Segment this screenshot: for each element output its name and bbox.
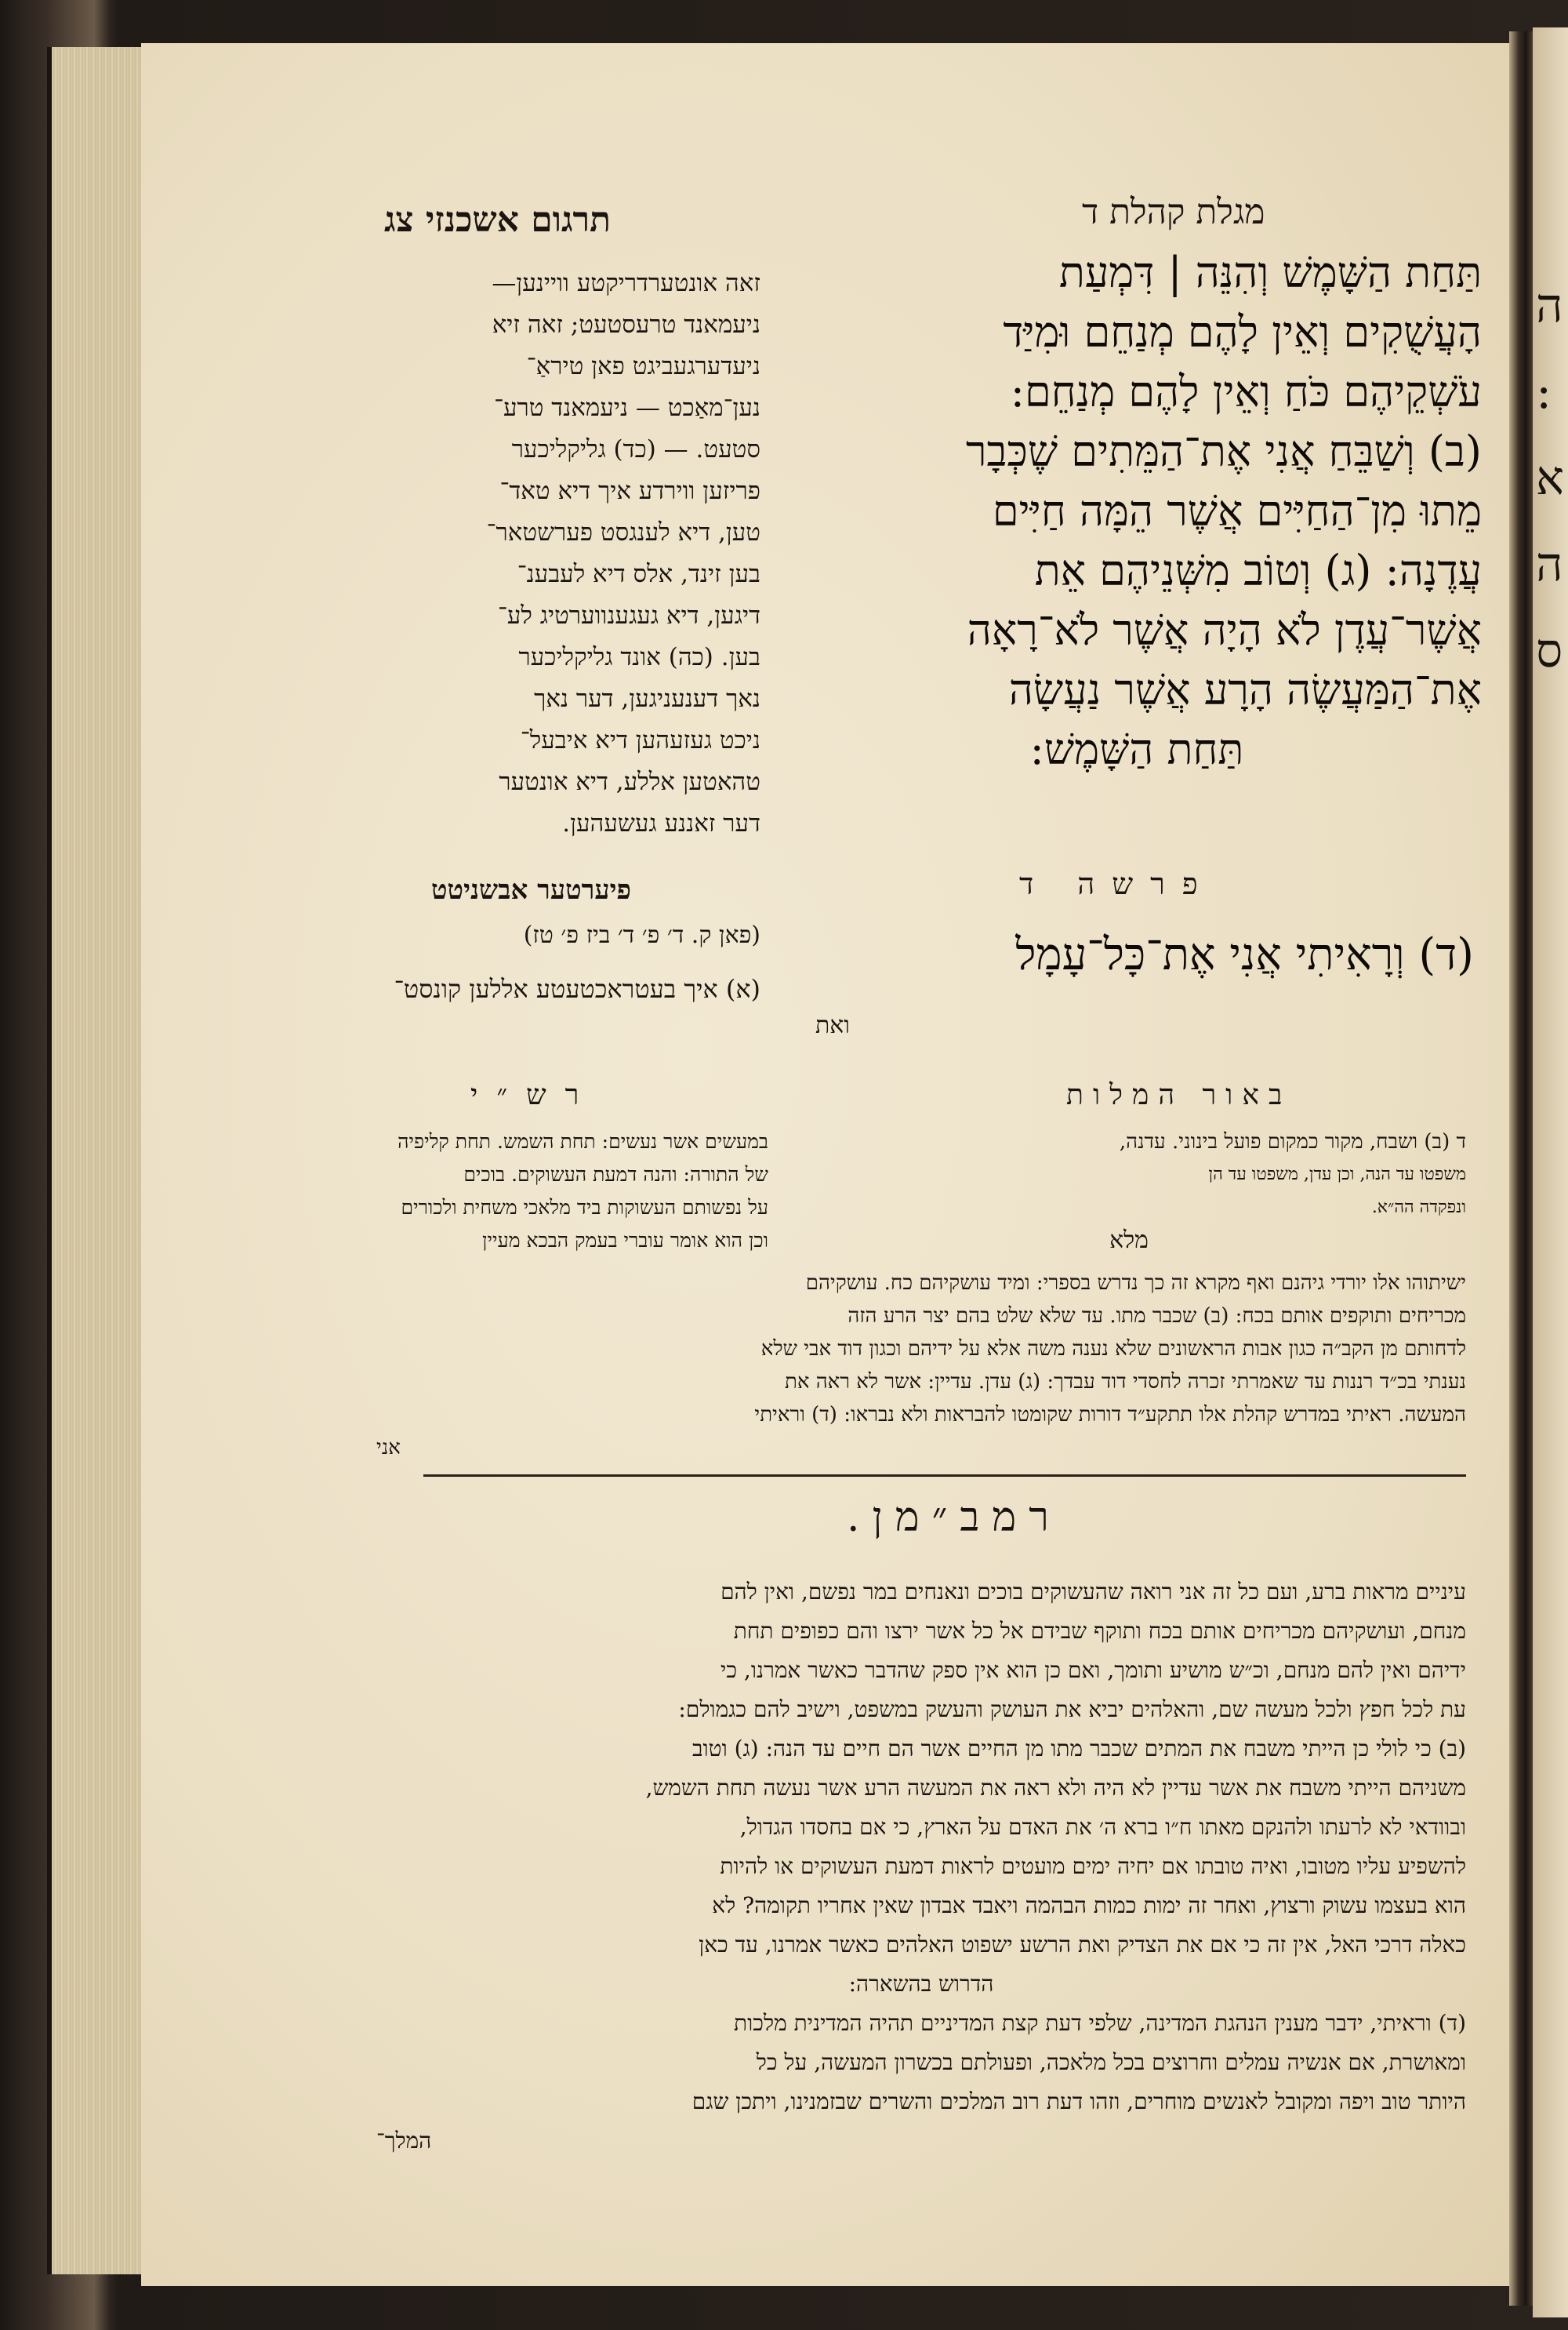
verse-line: (ב) וְשַׁבֵּחַ אֲנִי אֶת־הַמֵּתִים שֶׁכְּבָר [965,427,1482,476]
translation-line: ניכט געזעהען דיא איבעל־ [520,726,760,754]
translation-line: דיגען, דיא געגענווערטיג לע־ [497,602,760,630]
verse-line: עֹשְׁקֵיהֶם כֹּחַ וְאֵין לָהֶם מְנַחֵם: [1010,367,1482,416]
translation-section-title: פיערטער אבשניטט [431,874,631,906]
commentary-line: משניהם הייתי משבח את אשר עדיין לא היה ולא ראה את המעשה הרע אשר נעשה תחת השמש, [645,1775,1466,1801]
book-gutter [1509,31,1533,2306]
parasha-heading: פרשה ד [1019,867,1215,901]
verse-line: אֲשֶׁר־עֲדֶן לֹא הָיָה אֲשֶׁר לֹא־רָאָה [967,605,1482,655]
verse-line: הָעֲשֻׁקִים וְאֵין לָהֶם מְנַחֵם וּמִיַּד [1003,307,1482,357]
facing-page-glyph: ה [1536,537,1563,592]
commentary-line: ד (ב) ושבח, מקור כמקום פועל בינוני. עדנה, [1119,1130,1466,1154]
commentary-line: (ד) וראיתי, ידבר מענין הנהגת המדינה, שלפי דעת קצת המדיניים תהיה המדינית מלכות [734,2010,1466,2036]
commentary-line: להשפיע עליו מטובו, ואיה טובתו אם יחיה ימים מועטים לראות דמעת העשוקים או להיות [720,1853,1466,1879]
verse-line: עֲדֶנָה: (ג) וְטוֹב מִשְּׁנֵיהֶם אֵת [1034,546,1482,595]
translation-line: בען זינד, אלס דיא לעבענ־ [517,560,760,588]
running-title-right: מגלת קהלת ד [1082,192,1265,232]
commentary-line: אני [376,1436,401,1459]
verse-line: מֵתוּ מִן־הַחַיִּים אֲשֶׁר הֵמָּה חַיִּים [992,486,1482,536]
main-verse-text [792,243,1482,780]
biur-title: באור המלות [1066,1079,1292,1111]
commentary-line: לדחותם מן הקב״ה כגון אבות הראשונים שלא נענה משה אלא על ידיהם וכגון דוד אבי שלא [760,1337,1466,1361]
translation-line: ניעדערגעביגט פאן טיראַ־ [526,352,760,380]
commentary-line: נענתי בכ״ד רננות עד שאמרתי זכרה לחסדי דוד עבדך: (ג) עדן. עדיין: אשר לא ראה את [784,1370,1466,1394]
ramban-title: רמב״מן. [847,1494,1062,1541]
commentary-line: משפטו עד הנה, וכן עדן, משפטו עד הן [1208,1165,1466,1184]
commentary-line: היותר טוב ויפה ומקובל לאנשים מוחרים, וזהו דעת רוב המלכים והשרים שבזמנינו, ויתכן שגם [691,2088,1466,2114]
commentary-line: מנחם, ועושקיהם מכריחים אותם בכח ותוקף שבידם אל כל אשר ירצו והם כפופים תחת [733,1618,1466,1644]
commentary-line: עיניים מראות ברע, ועם כל זה אני רואה שהעשוקים בוכים ונאנחים במר נפשם, ואין להם [720,1579,1466,1605]
translation-first-line: (א) איך בעטראכטעטע אללען קונסט־ [394,974,760,1004]
translation-line: בען. (כה) אונד גליקליכער [518,643,760,671]
commentary-line: כאלה דרכי האל, אין זה כי אם את הצדיק ואת הרשע ישפוט האלהים כאשר אמרנו, עד כאן [699,1932,1466,1957]
catchword: ואת [815,1012,850,1039]
commentary-line: וכן הוא אומר עוברי בעמק הבכא מעיין [482,1229,768,1252]
rashi-commentary-column [376,1125,768,1257]
section-divider [423,1474,1466,1477]
translation-section-ref: (פאן ק. ד׳ פ׳ ד׳ ביז פ׳ טז) [523,921,760,949]
commentary-line: של התורה: והנה דמעת העשוקים. בוכים [463,1163,768,1186]
commentary-line: (ב) כי לולי כן הייתי משבח את המתים שכבר מתו מן החיים אשר הם חיים עד הנה: (ג) וטוב [692,1736,1466,1761]
commentary-line: המעשה. ראיתי במדרש קהלת אלו תתקע״ד דורות שקומטו להבראות ולא נבראו: (ד) וראיתי [754,1403,1466,1427]
commentary-line: הדרוש בהשארה: [848,1971,994,1997]
translation-line: ניעמאנד טרעסטעט; זאה זיא [492,311,760,339]
commentary-line: ומאושרת, אם אנשיה עמלים וחרוצים בכל מלאכה, ופעולתם בכשרון המעשה, על כל [756,2049,1466,2075]
facing-page-glyph: : [1536,365,1552,420]
verse-start-line: (ד) וְרָאִיתִי אֲנִי אֶת־כָּל־עָמָל [1015,929,1474,980]
book-page-edges [47,47,146,2274]
commentary-line: מלא [1109,1227,1149,1254]
facing-page-glyph: א [1536,451,1565,506]
commentary-line: ידיהם ואין להם מנחם, וכ״ש מושיע ותומך, ואם כן הוא אין ספק שהדבר כאשר אמרנו, כי [720,1657,1466,1683]
translation-line: טהאטען אללע, דיא אונטער [499,768,760,796]
commentary-line: ונפקדה הה״א. [1371,1198,1466,1217]
commentary-line: ובוודאי לא לרעתו ולהנקם מאתו ח״ו ברא ה׳ את האדם על הארץ, כי אם בחסדו הגדול, [739,1814,1466,1840]
facing-page-strip [1533,27,1568,2317]
commentary-line: הוא בעצמו עשוק ורצוץ, ואחר זה ימות כמות הבהמה ויאבד אבדון שאין אחריו תקומה? לא [712,1892,1466,1918]
translation-column [384,263,760,845]
translation-line: סטעט. — (כד) גליקליכער [511,435,760,463]
verse-line: תַּחַת הַשָּׁמֶשׁ וְהִנֵּה | דִּמְעַת [1058,248,1482,297]
rashi-title: רש״י [470,1079,598,1111]
facing-page-glyph: ה [1536,278,1563,333]
ramban-commentary [376,1572,1466,2161]
verse-line: אֶת־הַמַּעֲשֶׂה הָרָע אֲשֶׁר נַעֲשָׂה [1008,665,1482,714]
commentary-line: במעשים אשר נעשים: תחת השמש. תחת קליפיה [397,1130,768,1153]
book-page [141,43,1513,2286]
commentary-line: על נפשותם העשוקות ביד מלאכי משחית ולכורים [401,1196,768,1219]
translation-line: דער זאננע געשעהען. [562,809,760,838]
running-title-left: תרגום אשכנזי צג [384,200,611,240]
commentary-line: מכריחים ותוקפים אותם בכח: (ב) שכבר מתו. עד שלא שלט בהם יצר הרע הזה [848,1304,1466,1328]
commentary-line: המלך־ [376,2128,432,2154]
verse-line: תַּחַת הַשָּׁמֶשׁ: [1029,725,1244,774]
biur-commentary [792,1125,1466,1257]
translation-line: זאה אונטערדריקטע וויינען— [492,269,760,297]
commentary-line: עת לכל חפץ ולכל מעשה שם, והאלהים יביא את העושק והעשק במשפט, וישיב להם כגמולם: [678,1696,1466,1722]
translation-line: פריזען ווירדע איך דיא טאד־ [499,477,760,505]
rashi-commentary-full [376,1267,1466,1464]
translation-line: נען־מאַכט — ניעמאנד טרע־ [494,394,760,422]
translation-line: טען, דיא לענגסט פערשטאר־ [486,518,760,547]
facing-page-glyph: ס [1536,623,1563,678]
commentary-line: ישיתוהו אלו יורדי גיהנם ואף מקרא זה כך נדרש בספרי: ומיד עושקיהם כח. עושקיהם [805,1271,1466,1295]
translation-line: נאך דענעניגען, דער נאך [534,685,760,713]
